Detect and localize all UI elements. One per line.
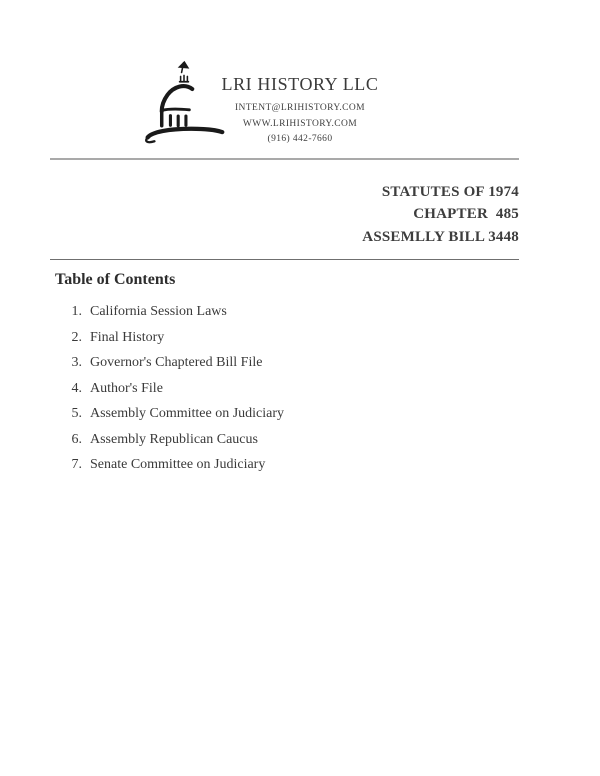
toc-item	[68, 406, 284, 423]
phone-text: (916) 442-7660	[267, 134, 333, 144]
toc-item-number: 4.	[71, 380, 82, 396]
toc-item-label: Assembly Republican Caucus	[90, 431, 258, 447]
statutes-line: STATUTES OF 1974	[381, 184, 519, 200]
toc-item-number: 1.	[71, 304, 82, 319]
toc-item	[68, 355, 284, 372]
toc-item-number: 5.	[71, 406, 82, 421]
email-text: INTENT@LRIHISTORY.COM	[234, 103, 365, 113]
toc-item-label: Senate Committee on Judiciary	[90, 457, 266, 472]
toc-item-number: 3.	[71, 355, 82, 370]
toc-heading: Table of Contents	[55, 271, 176, 288]
contact-block	[0, 101, 600, 148]
toc-item	[68, 432, 284, 449]
toc-item	[68, 330, 284, 347]
letterhead	[0, 74, 600, 148]
divider-bottom	[50, 259, 519, 260]
toc-item-label: California Session Laws	[90, 304, 227, 319]
toc-item-label: Author's File	[90, 380, 163, 396]
company-name: LRI HISTORY LLC	[221, 74, 379, 94]
toc-item-label: Assembly Committee on Judiciary	[90, 406, 285, 421]
toc-item-number: 6.	[71, 431, 82, 447]
toc-item-number: 2.	[71, 329, 82, 345]
toc-item	[68, 381, 284, 398]
toc-item-label: Final History	[90, 329, 165, 345]
toc-list	[68, 304, 284, 483]
divider-top	[50, 158, 519, 160]
toc-item-number: 7.	[71, 457, 82, 472]
chapter-line: CHAPTER 485	[413, 206, 519, 223]
website-text: WWW.LRIHISTORY.COM	[242, 118, 358, 129]
toc-item	[68, 457, 284, 474]
bill-line: ASSEMLLY BILL 3448	[362, 228, 519, 245]
toc-item	[68, 304, 284, 321]
toc-item-label: Governor's Chaptered Bill File	[90, 355, 263, 370]
statute-reference	[362, 181, 519, 248]
